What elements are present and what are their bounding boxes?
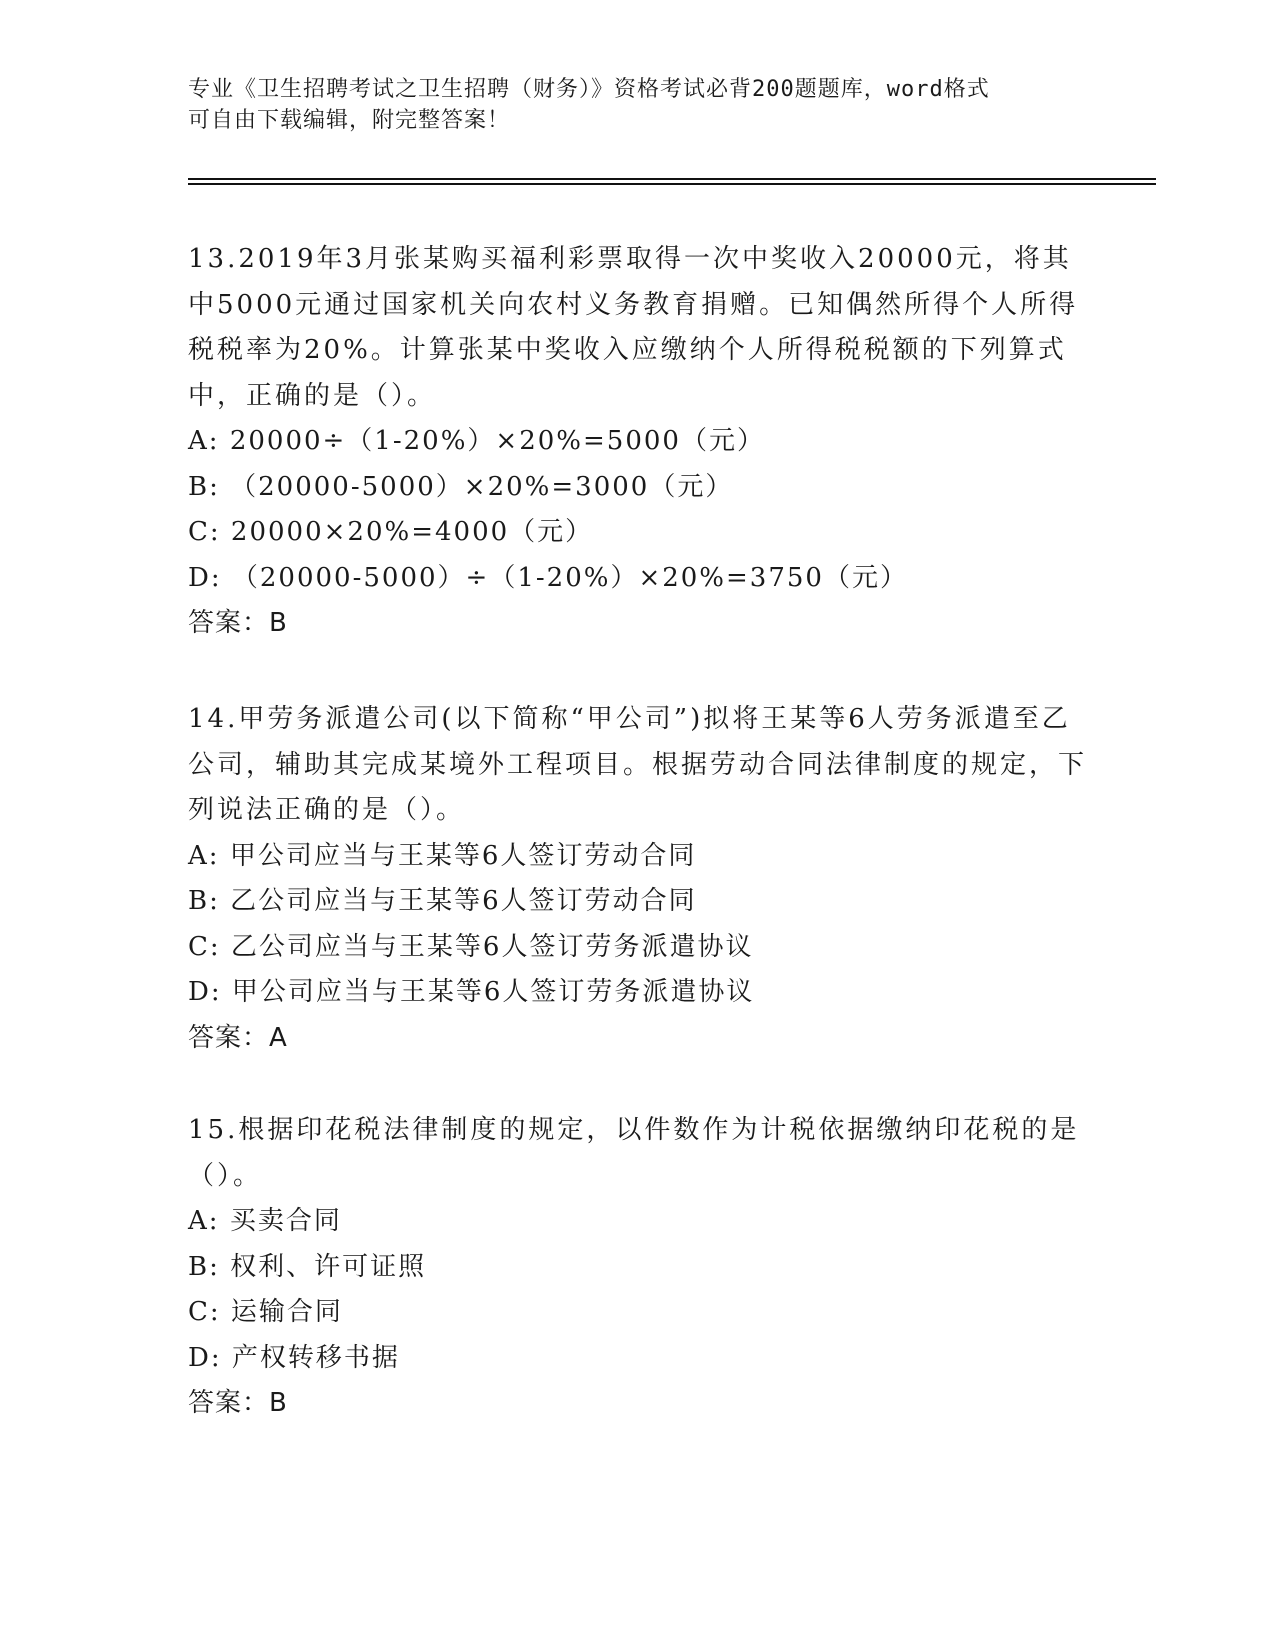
header-rule-bottom <box>188 183 1156 185</box>
answer-line: 答案：B <box>188 1388 288 1418</box>
option-a: A: 甲公司应当与王某等6人签订劳动合同 <box>188 840 697 871</box>
option-b: B: 权利、许可证照 <box>188 1251 427 1282</box>
question-stem: 14.甲劳务派遣公司(以下简称“甲公司”)拟将王某等6人劳务派遣至乙公司，辅助其完成某境外工程项目。根据劳动合同法律制度的规定，下列说法正确的是（）。 <box>188 704 1088 825</box>
option-c: C: 乙公司应当与王某等6人签订劳务派遣协议 <box>188 931 754 962</box>
question-13 <box>188 237 1088 647</box>
option-c: C: 运输合同 <box>188 1297 343 1327</box>
option-a: A: 20000÷（1-20%）×20%=5000（元） <box>188 426 765 456</box>
option-d: D: 甲公司应当与王某等6人签订劳务派遣协议 <box>188 977 755 1007</box>
question-15 <box>188 1108 1088 1427</box>
option-d: D: （20000-5000）÷（1-20%）×20%=3750（元） <box>188 562 908 593</box>
option-b: B: （20000-5000）×20%=3000（元） <box>188 471 734 502</box>
question-stem: 13.2019年3月张某购买福利彩票取得一次中奖收入20000元，将其中5000元通过国家机关向农村义务教育捐赠。已知偶然所得个人所得税税率为20%。计算张某中奖收入应缴纳个人所得税税额的下列算式中，正确的是（）。 <box>188 244 1079 411</box>
header-line-1: 专业《卫生招聘考试之卫生招聘（财务）》资格考试必背200题题库，word格式 <box>188 77 990 102</box>
question-14 <box>188 697 1088 1061</box>
option-a: A: 买卖合同 <box>188 1206 342 1236</box>
answer-line: 答案：B <box>188 608 288 638</box>
question-stem: 15.根据印花税法律制度的规定，以件数作为计税依据缴纳印花税的是（）。 <box>188 1115 1080 1191</box>
option-d: D: 产权转移书据 <box>188 1342 400 1373</box>
option-c: C: 20000×20%=4000（元） <box>188 517 594 547</box>
document-header <box>188 74 1068 136</box>
option-b: B: 乙公司应当与王某等6人签订劳动合同 <box>188 886 697 916</box>
header-rule-top <box>188 178 1156 180</box>
answer-line: 答案：A <box>188 1022 288 1053</box>
header-line-2: 可自由下载编辑，附完整答案！ <box>188 108 511 133</box>
